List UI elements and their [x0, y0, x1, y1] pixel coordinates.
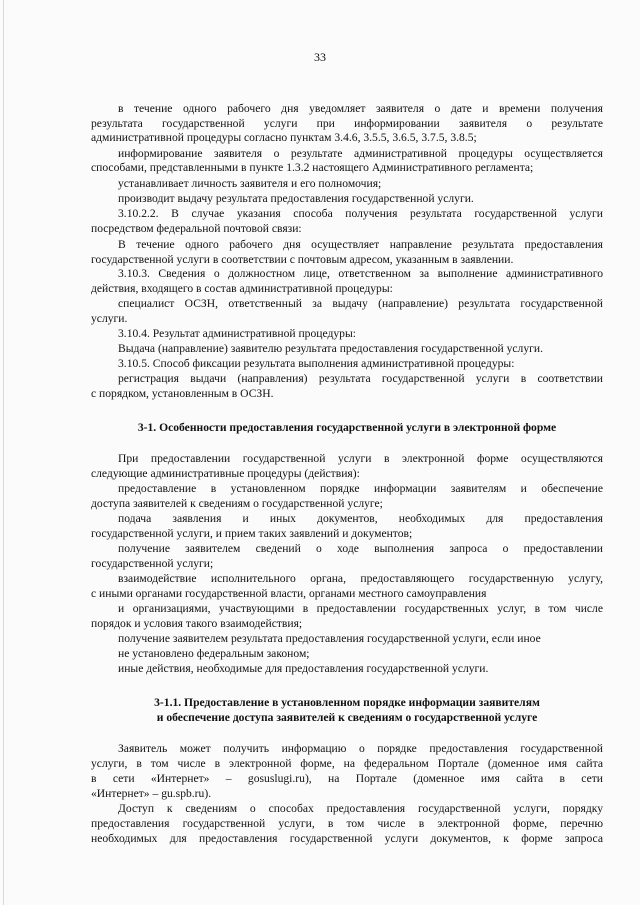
text-line: порядок и условия такого взаимодействия; [91, 617, 303, 630]
section-heading: 3-1. Особенности предоставления государственной услуги в электронной форме [137, 421, 557, 434]
text-line: При предоставлении государственной услуги в электронной форме осуществляются [118, 452, 603, 465]
text-line: и организациями, участвующими в предоставлении государственных услуг, в том числе [118, 602, 603, 615]
text-line: производит выдачу результата предоставления государственной услуги. [118, 192, 474, 205]
text-line: Доступ к сведениям о способах предоставления государственной услуги, порядку [118, 802, 603, 815]
text-line: в течение одного рабочего дня уведомляет заявителя о дате и времени получения [118, 102, 603, 115]
subsection-heading: и обеспечение доступа заявителей к сведениям о государственной услуге [156, 711, 538, 724]
text-line: подача заявления и иных документов, необходимых для предоставления [118, 512, 603, 525]
text-line: 3.10.5. Способ фиксации результата выполнения административной процедуры: [118, 357, 515, 370]
text-line: государственной услуги в соответствии с почтовым адресом, указанным в заявлении. [91, 253, 514, 266]
text-line: 3.10.4. Результат административной процедуры: [118, 327, 356, 340]
text-line: 3.10.3. Сведения о должностном лице, ответственном за выполнение административного [118, 267, 603, 280]
text-line: Заявитель может получить информацию о порядке предоставления государственной [118, 742, 603, 755]
text-line: регистрация выдачи (направления) результата государственной услуги в соответствии [118, 372, 603, 385]
text-line: предоставление в установленном порядке информации заявителям и обеспечение [118, 482, 603, 495]
text-line: действия, входящего в состав административной процедуры: [91, 282, 393, 295]
text-line: 3.10.2.2. В случае указания способа получения результата государственной услуги [118, 207, 603, 220]
scan-edge [3, 0, 4, 905]
text-line: услуги. [91, 312, 128, 325]
page-number: 33 [314, 50, 326, 64]
text-line: следующие административные процедуры (действия): [91, 467, 360, 480]
text-line: услуги, в том числе в электронной форме, на федеральном Портале (доменное имя сайта [91, 757, 603, 770]
text-line: иные действия, необходимые для предоставления государственной услуги. [118, 662, 489, 675]
text-line: посредством федеральной почтовой связи: [91, 222, 302, 235]
text-line: с иными органами государственной власти, органами местного самоуправления [91, 587, 487, 600]
text-line: Выдача (направление) заявителю результата предоставления государственной услуги. [118, 342, 543, 355]
text-line: специалист ОСЗН, ответственный за выдачу (направление) результата государственной [118, 297, 603, 310]
text-line: В течение одного рабочего дня осуществляет направление результата предоставления [118, 238, 603, 251]
subsection-heading: 3-1.1. Предоставление в установленном порядке информации заявителям [154, 696, 540, 709]
text-line: «Интернет» – gu.spb.ru). [91, 787, 212, 800]
text-line: получение заявителем сведений о ходе выполнения запроса о предоставлении [118, 542, 603, 555]
text-line: в сети «Интернет» – gosuslugi.ru), на Портале (доменное имя сайта в сети [91, 772, 603, 785]
text-line: устанавливает личность заявителя и его полномочия; [118, 177, 382, 190]
text-line: административной процедуры согласно пунктам 3.4.6, 3.5.5, 3.6.5, 3.7.5, 3.8.5; [91, 131, 477, 144]
text-line: необходимых для предоставления государственной услуги документов, к форме запроса [91, 832, 603, 845]
text-line: результата государственной услуги при информировании заявителя о результате [91, 117, 603, 130]
text-line: не установлено федеральным законом; [118, 647, 310, 660]
text-line: доступа заявителей к сведениям о государственной услуге; [91, 497, 383, 510]
text-line: информирование заявителя о результате административной процедуры осуществляется [118, 147, 603, 160]
text-line: государственной услуги; [91, 557, 214, 570]
text-line: получение заявителем результата предоставления государственной услуги, если иное [118, 632, 541, 645]
text-line: с порядком, установленным в ОСЗН. [91, 387, 274, 400]
text-line: предоставления государственной услуги, в том числе в электронной форме, перечню [91, 817, 603, 830]
text-line: государственной услуги, и прием таких заявлений и документов; [91, 527, 413, 540]
text-line: взаимодействие исполнительного органа, предоставляющего государственную услугу, [118, 572, 603, 585]
text-line: способами, представленными в пункте 1.3.2 настоящего Административного регламента; [91, 161, 534, 174]
